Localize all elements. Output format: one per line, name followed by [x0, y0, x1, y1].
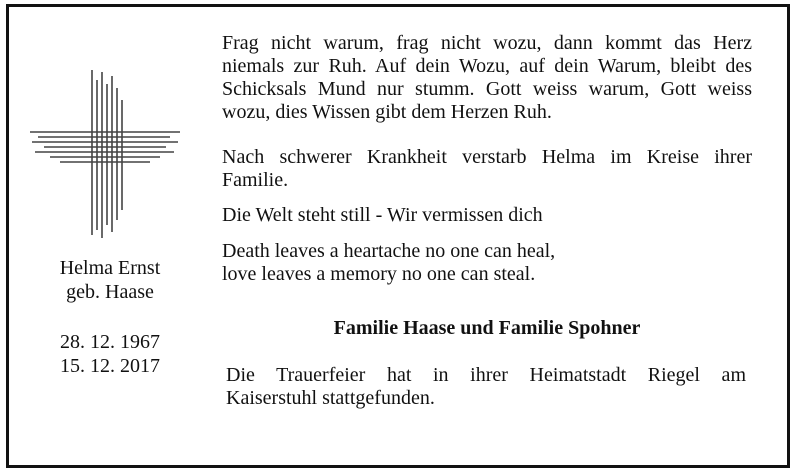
ceremony-line: Kaiserstuhl stattgefunden.: [226, 387, 435, 409]
birth-date: 28. 12. 1967: [60, 331, 160, 353]
announcement-line: Familie.: [222, 169, 289, 191]
ceremony-line: Die Trauerfeier hat in ihrer Heimatstadt Riegel am: [226, 364, 746, 386]
ceremony-paragraph: [226, 364, 746, 410]
deceased-name: Helma Ernst: [59, 257, 161, 279]
announcement-line: Nach schwerer Krankheit verstarb Helma im Kreise ihrer: [222, 146, 752, 168]
deceased-birth-name: geb. Haase: [66, 281, 154, 303]
verse-line: love leaves a memory no one can steal.: [222, 263, 536, 285]
life-dates-block: [20, 330, 200, 378]
deceased-name-block: [20, 256, 200, 304]
verse-line: Death leaves a heartache no one can heal,: [222, 240, 556, 262]
death-date: 15. 12. 2017: [60, 355, 160, 377]
poem-line: Frag nicht warum, frag nicht wozu, dann kommt das Herz: [222, 32, 752, 54]
line-cross-icon: [30, 70, 180, 240]
english-verse: [222, 240, 752, 286]
poem-line: Schicksals Mund nur stumm. Gott weiss warum, Gott weiss: [222, 78, 752, 100]
motto-line: Die Welt steht still - Wir vermissen dich: [222, 204, 543, 226]
family-signature: Familie Haase und Familie Spohner: [333, 317, 641, 339]
announcement-paragraph: [222, 146, 752, 192]
poem-paragraph: [222, 32, 752, 124]
poem-line: niemals zur Ruh. Auf dein Wozu, auf dein Warum, bleibt des: [222, 55, 752, 77]
poem-line: wozu, dies Wissen gibt dem Herzen Ruh.: [222, 101, 552, 123]
